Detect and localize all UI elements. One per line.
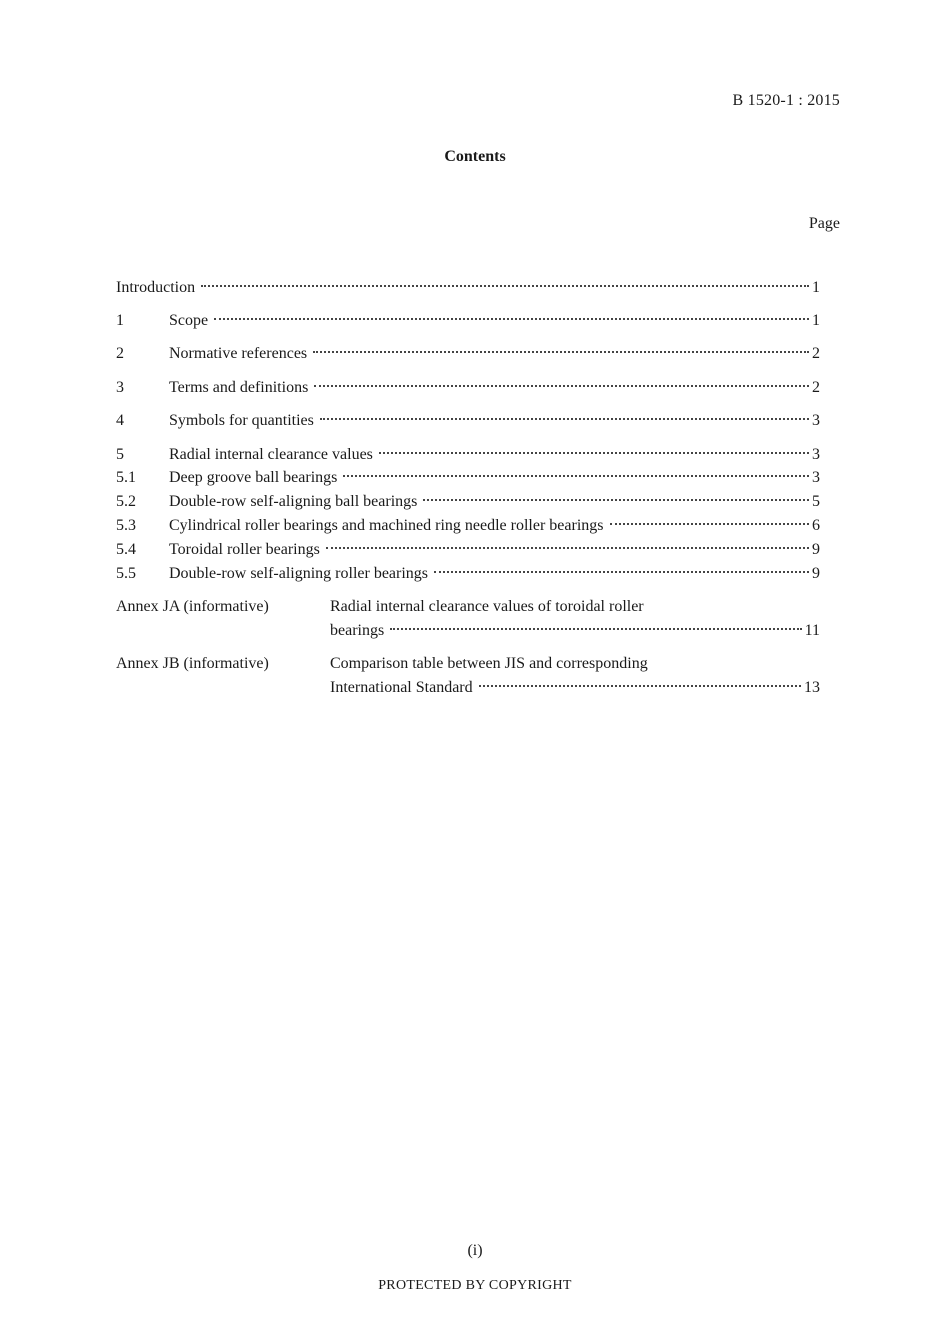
toc-entry-page: 9 — [812, 541, 820, 558]
toc-entry-page: 13 — [804, 679, 820, 696]
toc-entry-number: 4 — [116, 412, 124, 429]
page-number: (i) — [467, 1242, 483, 1259]
toc-entry-introduction[interactable] — [116, 279, 820, 301]
dot-leader — [423, 499, 809, 501]
toc-entry-title: Terms and definitions — [169, 379, 309, 396]
toc-entry-double-row-self-aligning-roller-bearings[interactable] — [116, 565, 820, 587]
annex-title-line2-row — [330, 622, 820, 644]
copyright-notice: PROTECTED BY COPYRIGHT — [378, 1278, 572, 1293]
annex-title-line2: bearings — [330, 622, 385, 639]
document-code: B 1520-1 : 2015 — [732, 92, 840, 109]
dot-leader — [479, 685, 801, 687]
toc-entry-title: Double-row self-aligning roller bearings — [169, 565, 429, 582]
annex-label: Annex JB (informative) — [116, 655, 269, 672]
toc-entry-page: 3 — [812, 412, 820, 429]
dot-leader — [610, 523, 809, 525]
toc-entry-number: 5.4 — [116, 541, 136, 558]
toc-entry-normative-references[interactable] — [116, 345, 820, 367]
page-column-label: Page — [808, 215, 840, 232]
dot-leader — [326, 547, 809, 549]
toc-entry-deep-groove-ball-bearings[interactable] — [116, 469, 820, 491]
toc-entry-radial-internal-clearance-values[interactable] — [116, 446, 820, 468]
toc-entry-title: Scope — [169, 312, 209, 329]
toc-entry-title: Radial internal clearance values — [169, 446, 373, 463]
dot-leader — [434, 571, 809, 573]
toc-entry-title: Toroidal roller bearings — [169, 541, 320, 558]
toc-entry-page: 5 — [812, 493, 820, 510]
annex-title-line2-row — [330, 679, 820, 701]
toc-entry-number: 1 — [116, 312, 124, 329]
toc-entry-scope[interactable] — [116, 312, 820, 334]
annex-title-line1: Radial internal clearance values of toroidal roller — [330, 598, 644, 615]
toc-entry-number: 5.5 — [116, 565, 136, 582]
toc-entry-number: 5.1 — [116, 469, 136, 486]
toc-entry-page: 2 — [812, 345, 820, 362]
toc-entry-page: 3 — [812, 446, 820, 463]
toc-entry-page: 9 — [812, 565, 820, 582]
toc-entry-double-row-self-aligning-ball-bearings[interactable] — [116, 493, 820, 515]
toc-entry-page: 3 — [812, 469, 820, 486]
dot-leader — [314, 385, 809, 387]
toc-entry-number: 5.3 — [116, 517, 136, 534]
annex-title-line2: International Standard — [330, 679, 473, 696]
toc-entry-page: 1 — [812, 279, 820, 296]
toc-entry-symbols-for-quantities[interactable] — [116, 412, 820, 434]
dot-leader — [343, 475, 809, 477]
toc-entry-title: Introduction — [116, 279, 196, 296]
toc-entry-title: Normative references — [169, 345, 308, 362]
dot-leader — [390, 628, 801, 630]
annex-title-line1: Comparison table between JIS and corresponding — [330, 655, 648, 672]
annex-label: Annex JA (informative) — [116, 598, 269, 615]
toc-entry-number: 2 — [116, 345, 124, 362]
toc-entry-number: 3 — [116, 379, 124, 396]
dot-leader — [201, 285, 809, 287]
toc-entry-page: 1 — [812, 312, 820, 329]
toc-entry-terms-and-definitions[interactable] — [116, 379, 820, 401]
toc-entry-title: Deep groove ball bearings — [169, 469, 338, 486]
toc-entry-title: Cylindrical roller bearings and machined ring needle roller bearings — [169, 517, 604, 534]
toc-entry-title: Symbols for quantities — [169, 412, 314, 429]
dot-leader — [214, 318, 809, 320]
contents-title: Contents — [444, 148, 506, 165]
toc-entry-page: 6 — [812, 517, 820, 534]
dot-leader — [379, 452, 809, 454]
toc-entry-toroidal-roller-bearings[interactable] — [116, 541, 820, 563]
toc-entry-cylindrical-roller-bearings[interactable] — [116, 517, 820, 539]
dot-leader — [320, 418, 809, 420]
dot-leader — [313, 351, 809, 353]
toc-entry-number: 5 — [116, 446, 124, 463]
toc-entry-number: 5.2 — [116, 493, 136, 510]
toc-entry-title: Double-row self-aligning ball bearings — [169, 493, 418, 510]
toc-entry-page: 11 — [804, 622, 820, 639]
toc-entry-page: 2 — [812, 379, 820, 396]
